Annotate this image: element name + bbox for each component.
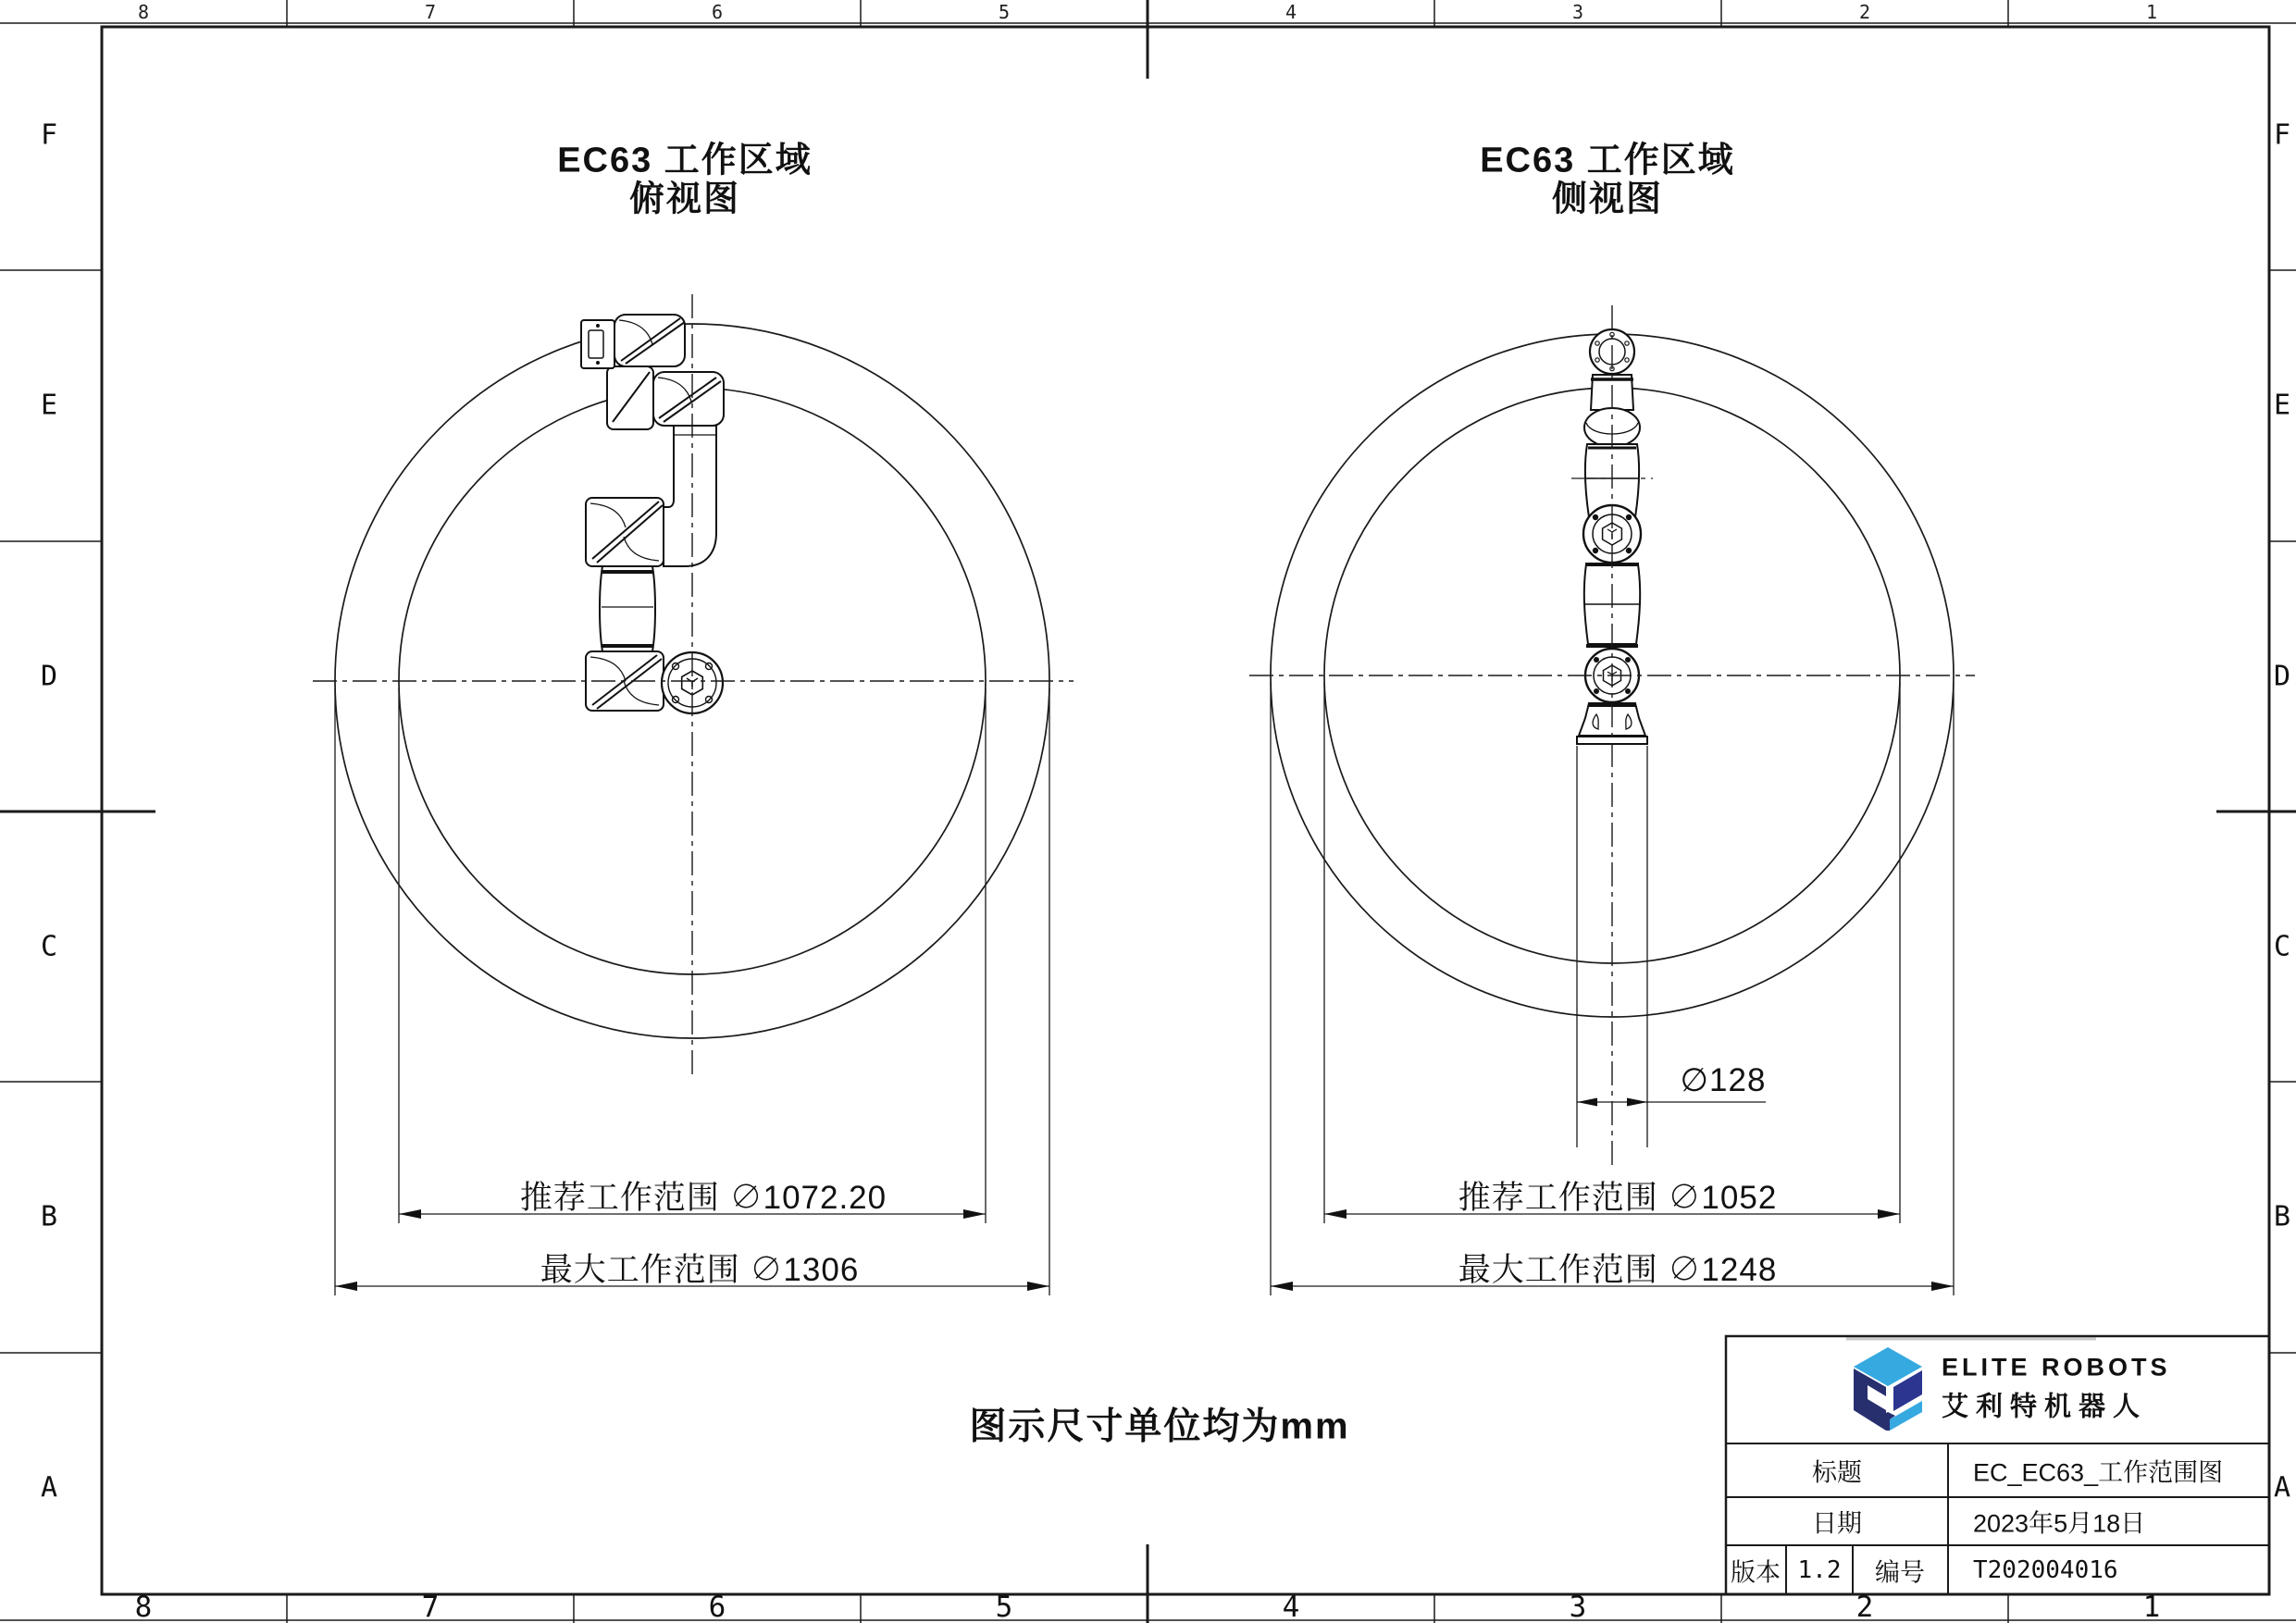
side-view-recommended-range-dim: 推荐工作范围 ∅1052 xyxy=(1458,1180,1778,1216)
zone-row-left: A xyxy=(40,1471,58,1505)
date-label: 日期 xyxy=(1812,1509,1862,1538)
title-value: EC_EC63_工作范围图 xyxy=(1973,1458,2224,1487)
zone-col-top: 8 xyxy=(137,1,150,23)
side-view-subtitle: 侧视图 xyxy=(1551,180,1664,219)
zone-row-left: F xyxy=(40,118,58,152)
zone-col-top: 7 xyxy=(424,1,437,23)
zone-col-bottom: 7 xyxy=(421,1591,440,1623)
zone-col-top: 5 xyxy=(998,1,1011,23)
brand-name-en: ELITE ROBOTS xyxy=(1942,1353,2171,1381)
top-view-recommended-range-dim: 推荐工作范围 ∅1072.20 xyxy=(519,1180,887,1216)
zone-col-bottom: 1 xyxy=(2142,1591,2161,1623)
brand-name-cn: 艾利特机器人 xyxy=(1942,1392,2148,1422)
elite-robots-logo-mark xyxy=(1854,1347,1922,1431)
top-view-max-range-dim: 最大工作范围 ∅1306 xyxy=(540,1252,860,1288)
top-view-title: EC63 工作区域 xyxy=(557,141,813,180)
zone-col-top: 6 xyxy=(711,1,724,23)
zone-row-right: C xyxy=(2273,930,2291,963)
zone-col-bottom: 5 xyxy=(995,1591,1013,1623)
zone-row-right: A xyxy=(2273,1471,2291,1505)
zone-row-right: F xyxy=(2273,118,2291,152)
zone-row-left: B xyxy=(40,1200,58,1233)
zone-row-left: D xyxy=(40,660,58,693)
zone-col-bottom: 8 xyxy=(134,1591,153,1623)
version-label: 版本 xyxy=(1731,1558,1781,1587)
number-value: T202004016 xyxy=(1973,1556,2118,1584)
zone-col-top: 1 xyxy=(2145,1,2158,23)
number-label: 编号 xyxy=(1875,1558,1925,1587)
side-view-max-range-dim: 最大工作范围 ∅1248 xyxy=(1458,1252,1778,1288)
zone-col-bottom: 3 xyxy=(1569,1591,1587,1623)
zone-row-right: D xyxy=(2273,660,2291,693)
top-view-robot-drawing xyxy=(581,315,724,713)
zone-row-right: B xyxy=(2273,1200,2291,1233)
side-view-title: EC63 工作区域 xyxy=(1480,141,1735,180)
zone-col-bottom: 4 xyxy=(1282,1591,1300,1623)
zone-col-top: 4 xyxy=(1285,1,1297,23)
zone-row-right: E xyxy=(2273,389,2291,422)
side-view-centerlines xyxy=(1249,305,1975,1170)
zone-col-bottom: 6 xyxy=(708,1591,726,1623)
top-view-subtitle: 俯视图 xyxy=(628,180,741,219)
title-label: 标题 xyxy=(1812,1458,1862,1487)
version-value: 1.2 xyxy=(1797,1556,1842,1584)
side-view-base-diameter-dim: ∅128 xyxy=(1680,1062,1767,1098)
zone-col-top: 3 xyxy=(1571,1,1584,23)
zone-row-left: C xyxy=(40,930,58,963)
unit-note: 图示尺寸单位均为mm xyxy=(969,1406,1350,1447)
zone-col-top: 2 xyxy=(1858,1,1871,23)
zone-col-bottom: 2 xyxy=(1855,1591,1874,1623)
zone-row-left: E xyxy=(40,389,58,422)
date-value: 2023年5月18日 xyxy=(1973,1509,2146,1538)
